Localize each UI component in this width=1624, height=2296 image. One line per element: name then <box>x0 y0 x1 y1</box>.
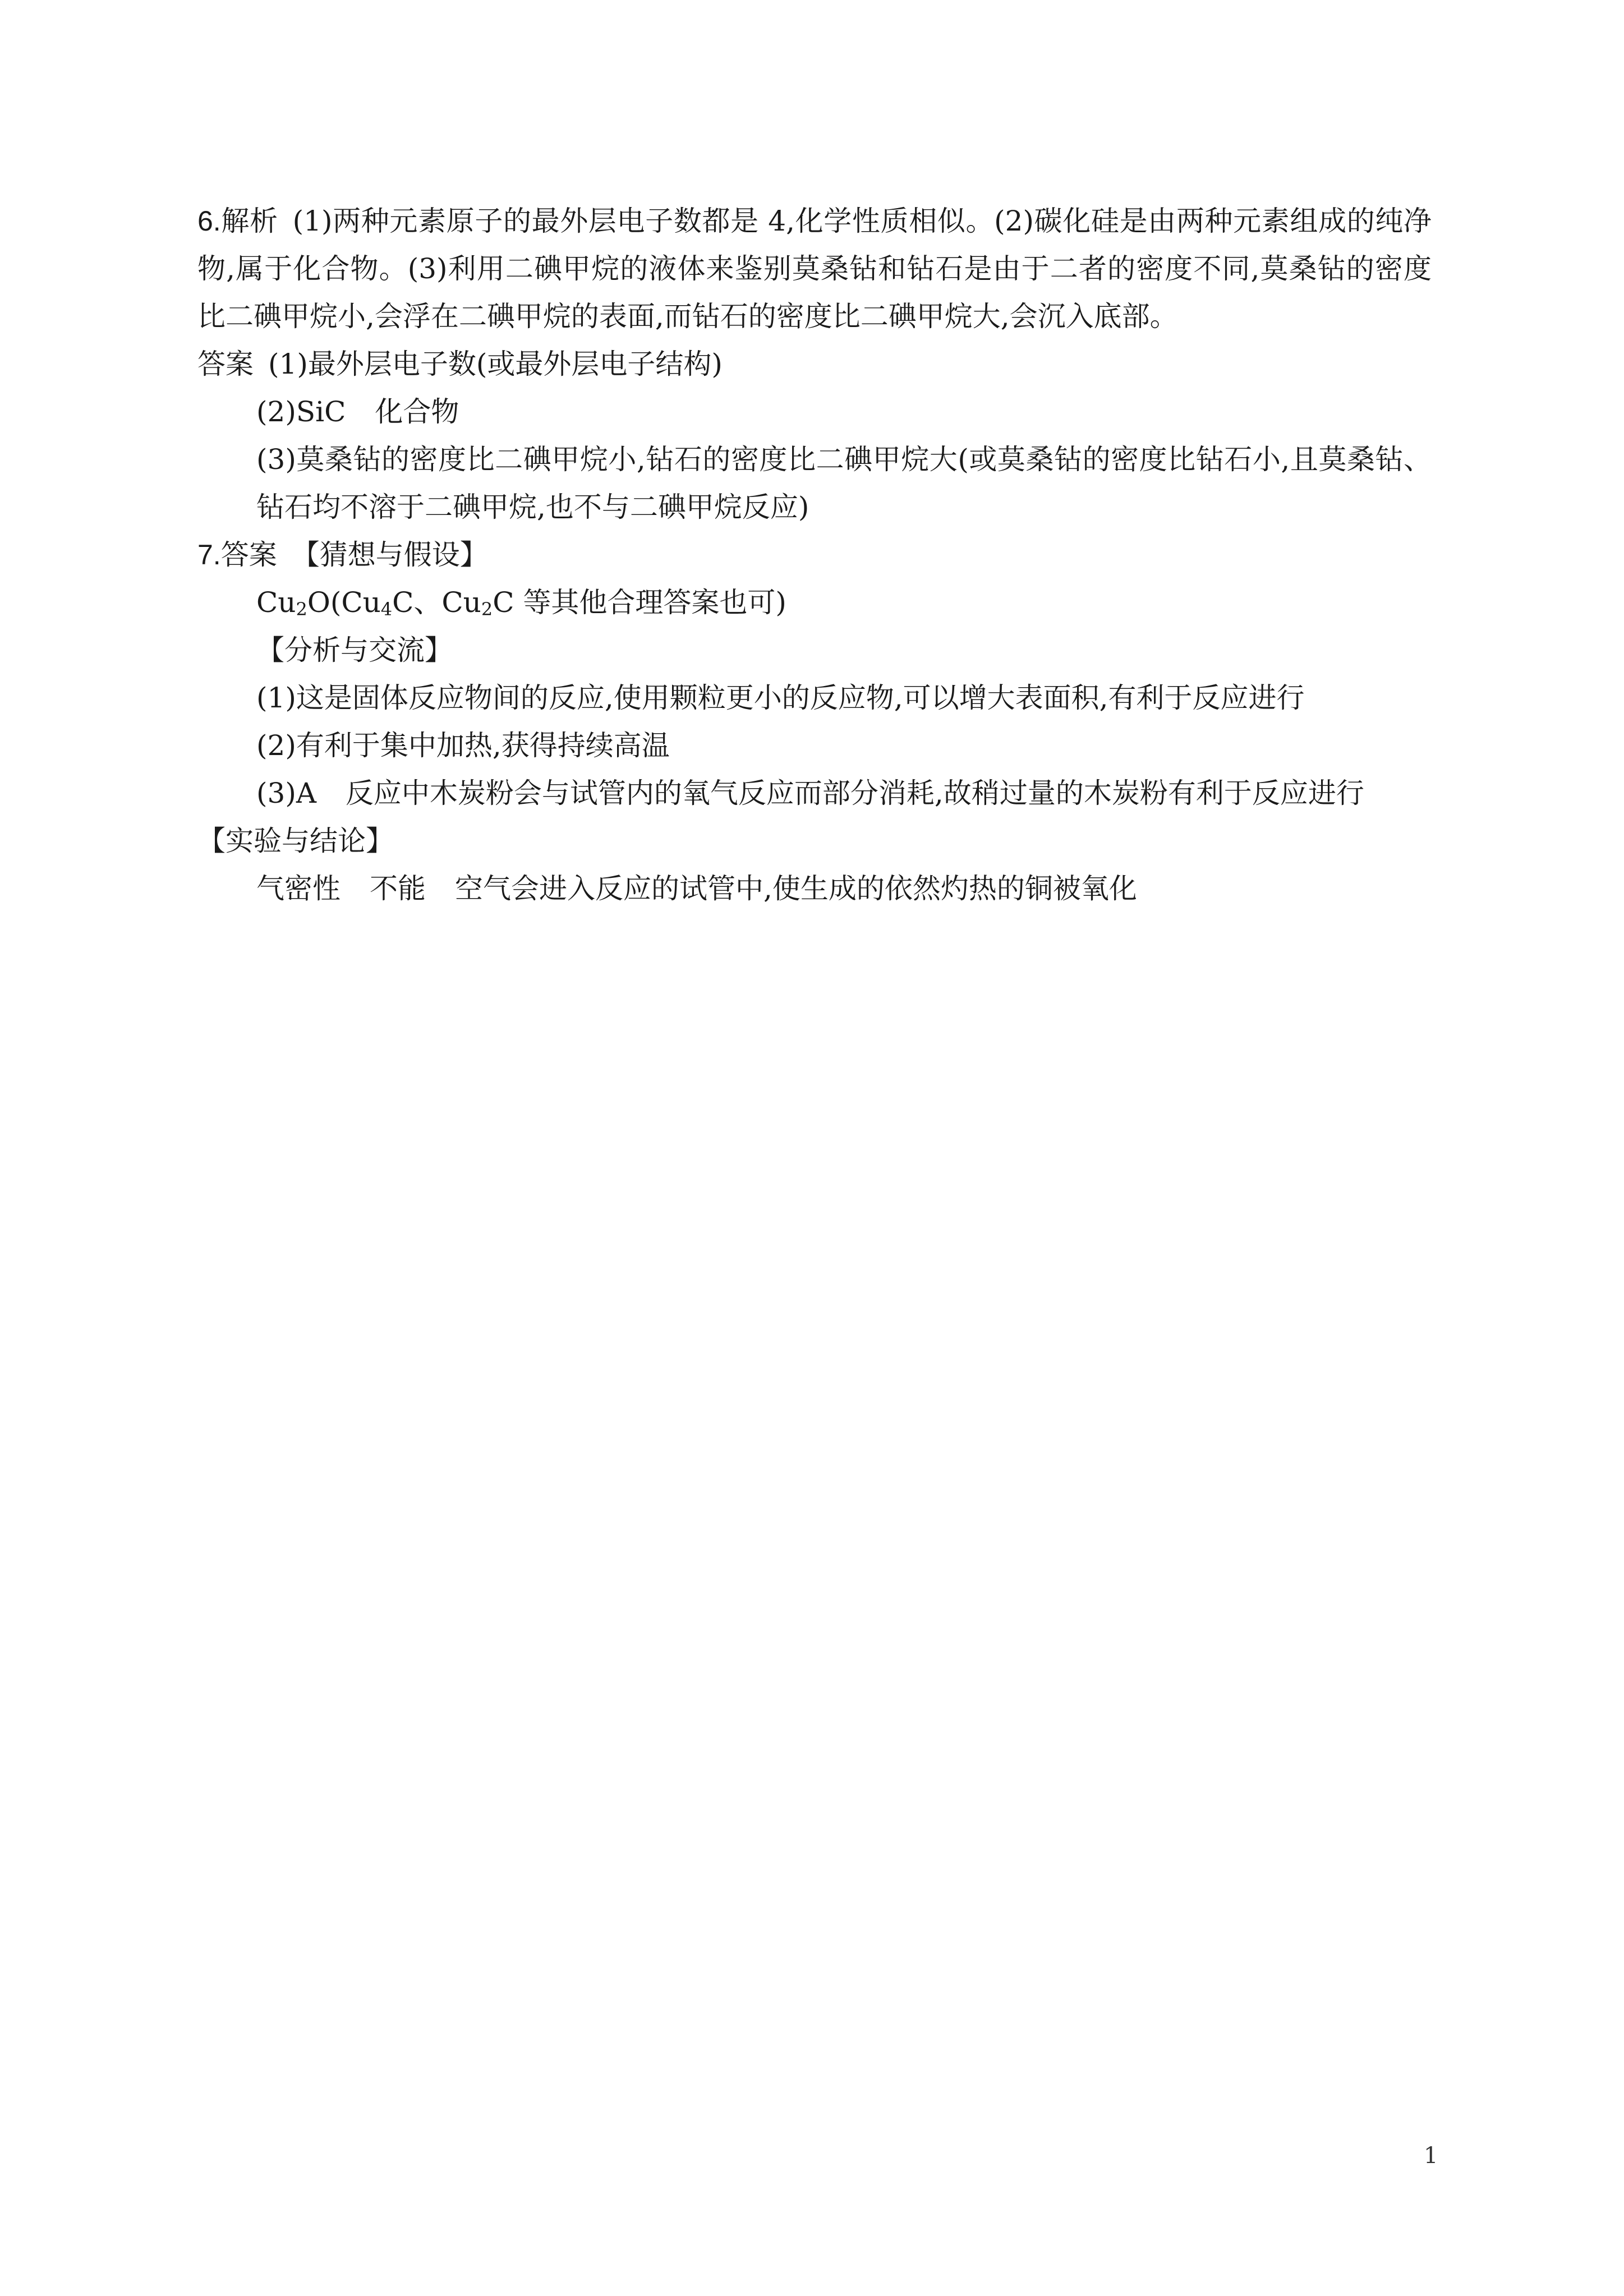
q6-number: 6. <box>197 205 221 237</box>
q7-number: 7. <box>197 539 221 570</box>
formula-subscript: 4 <box>380 599 393 620</box>
q7-analysis-heading: 【分析与交流】 <box>256 634 453 666</box>
answer-content <box>197 197 1432 913</box>
formula-subscript: 2 <box>481 599 493 620</box>
q6-answer-3: (3)莫桑钻的密度比二碘甲烷小,钻石的密度比二碘甲烷大(或莫桑钻的密度比钻石小,且莫桑钻、钻石均不溶于二碘甲烷,也不与二碘甲烷反应) <box>256 443 1432 523</box>
q7-analysis-2: (2)有利于集中加热,获得持续高温 <box>256 729 670 762</box>
q6-answer-2-line <box>197 388 1432 436</box>
q7-conclusion-heading: 【实验与结论】 <box>197 825 394 857</box>
q6-analysis-label: 解析 <box>220 205 278 237</box>
q7-analysis-3-choice: (3)A <box>256 777 316 809</box>
formula-subscript: 2 <box>296 599 307 620</box>
q6-analysis-text: (1)两种元素原子的最外层电子数都是 4,化学性质相似。(2)碳化硅是由两种元素组成的纯净物,属于化合物。(3)利用二碘甲烷的液体来鉴别莫桑钻和钻石是由于二者的密度不同,莫桑钻的密度比二碘甲烷小,会浮在二碘甲烷的表面,而钻石的密度比二碘甲烷大,会沉入底部。 <box>197 205 1432 333</box>
formula-cu: Cu <box>256 586 296 619</box>
q7-conclusion-b: 不能 <box>370 872 426 905</box>
q6-answer-label: 答案 <box>197 348 254 380</box>
q7-analysis-1: (1)这是固体反应物间的反应,使用颗粒更小的反应物,可以增大表面积,有利于反应进行 <box>256 682 1305 714</box>
q7-heading-line <box>197 531 1432 579</box>
q6-answer-1-line <box>197 341 1432 388</box>
q6-answer-1: (1)最外层电子数(或最外层电子结构) <box>268 348 723 380</box>
q6-answer-2-formula: (2)SiC <box>256 395 346 428</box>
q7-analysis-3-text: 反应中木炭粉会与试管内的氧气反应而部分消耗,故稍过量的木炭粉有利于反应进行 <box>345 777 1364 809</box>
q7-answer-label: 答案 <box>220 539 277 571</box>
q7-hypothesis-line <box>197 579 1432 627</box>
page-number: 1 <box>1424 2143 1438 2169</box>
formula-c-separator: C、Cu <box>392 586 481 619</box>
q7-conclusion-c: 空气会进入反应的试管中,使生成的依然灼热的铜被氧化 <box>455 872 1137 905</box>
q6-answer-2-text: 化合物 <box>375 395 459 428</box>
formula-tail: C 等其他合理答案也可) <box>493 586 786 619</box>
q7-analysis-3-line <box>197 770 1432 817</box>
q7-conclusion-a: 气密性 <box>256 872 341 905</box>
q7-hypothesis-heading: 【猜想与假设】 <box>291 539 488 571</box>
q7-conclusion-line <box>197 865 1432 913</box>
q6-analysis <box>197 197 1432 341</box>
formula-o-open: O(Cu <box>307 586 381 619</box>
